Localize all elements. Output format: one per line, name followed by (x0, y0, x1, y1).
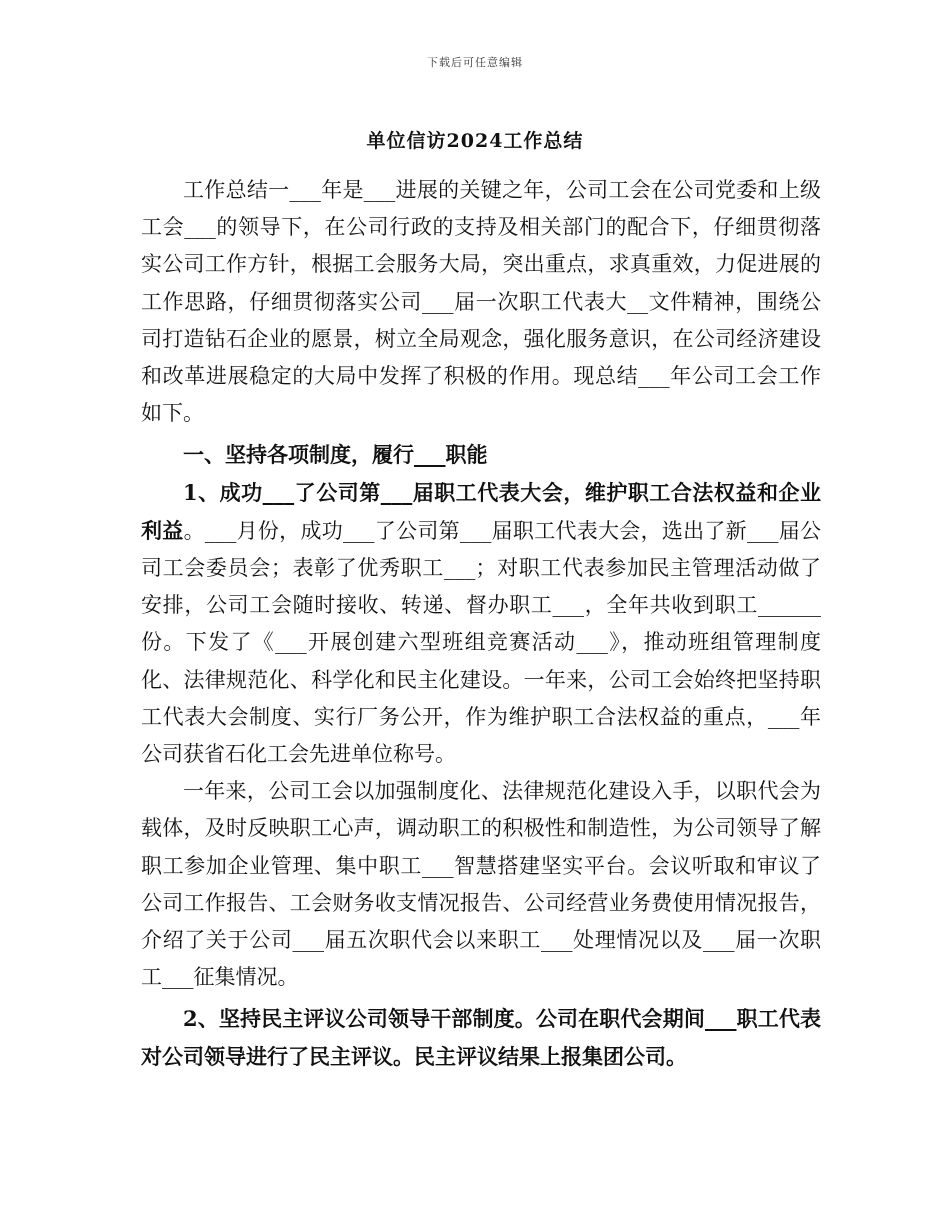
item-1-text: 。___月份，成功___了公司第___届职工代表大会，选出了新___届公司工会委员会；表彰了优秀职工___；对职工代表参加民主管理活动做了安排，公司工会随时接收、转递、督办职工___，全年共收到职工______份。下发了《___开展创建六型班组竞赛活动___》，推动班组管理制度化、法律规范化、科学化和民主化建设。一年来，公司工会始终把坚持职工代表大会制度、实行厂务公开，作为维护职工合法权益的重点，___年公司获省石化工会先进单位称号。 (141, 518, 822, 767)
section-heading-1: 一、坚持各项制度，履行___职能 (183, 442, 488, 468)
header-note: 下载后可任意编辑 (427, 56, 523, 69)
document-title: 单位信访2024工作总结 (366, 130, 584, 152)
item-1-heading: 1、成功___了公司第___届职工代表大会，维护职工合法权益和企业利益 (141, 479, 821, 543)
paragraph-intro: 工作总结一___年是___进展的关键之年，公司工会在公司党委和上级工会___的领导下，在公司行政的支持及相关部门的配合下，仔细贯彻落实公司工作方针，根据工会服务大局，突出重点，求真重效，力促进展的工作思路，仔细贯彻落实公司___届一次职工代表大__文件精神，围绕公司打造钻石企业的愿景，树立全局观念，强化服务意识，在公司经济建设和改革进展稳定的大局中发挥了积极的作用。现总结___年公司工会工作如下。 (141, 178, 821, 426)
paragraph-item-1 (141, 474, 821, 774)
document-body (141, 172, 821, 1075)
paragraph-item-2: 2、坚持民主评议公司领导干部制度。公司在职代会期间___职工代表对公司领导进行了民主评议。民主评议结果上报集团公司。 (141, 1006, 821, 1069)
paragraph-one-year: 一年来，公司工会以加强制度化、法律规范化建设入手，以职代会为载体，及时反映职工心声，调动职工的积极性和制造性，为公司领导了解职工参加企业管理、集中职工___智慧搭建坚实平台。会议听取和审议了公司工作报告、工会财务收支情况报告、公司经营业务费使用情况报告，介绍了关于公司___届五次职代会以来职工___处理情况以及___届一次职工___征集情况。 (141, 779, 821, 990)
